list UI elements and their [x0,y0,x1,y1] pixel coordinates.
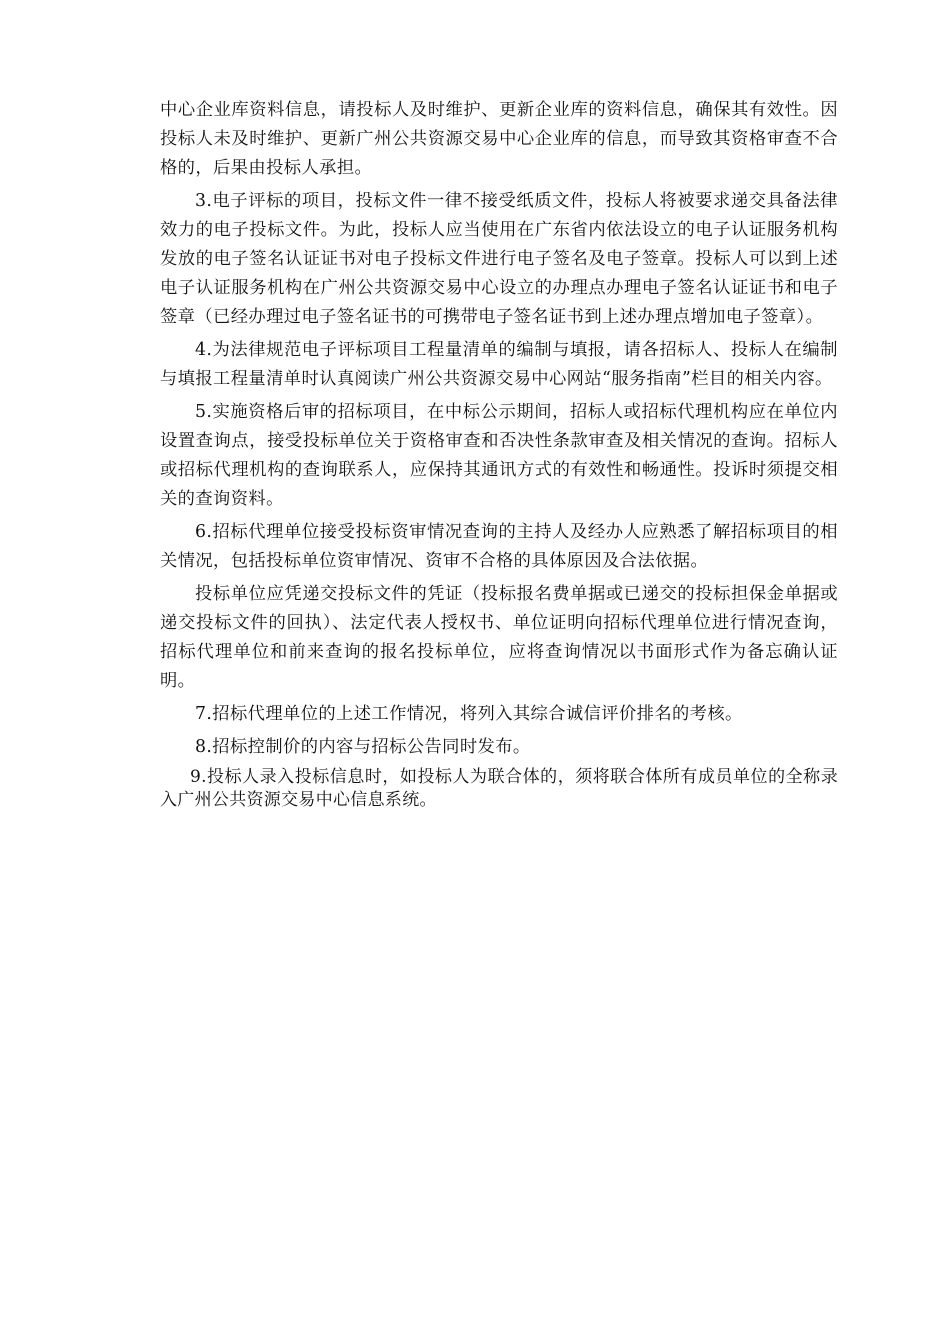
paragraph-item-9: 9.投标人录入投标信息时，如投标人为联合体的，须将联合体所有成员单位的全称录入广州公共资源交易中心信息系统。 [160,767,838,810]
paragraph-item-8: 8.招标控制价的内容与招标公告同时发布。 [195,737,531,757]
document-body [160,96,838,816]
paragraph-continuation: 中心企业库资料信息，请投标人及时维护、更新企业库的资料信息，确保其有效性。因投标人未及时维护、更新广州公共资源交易中心企业库的信息，而导致其资格审查不合格的，后果由投标人承担。 [160,100,838,178]
paragraph-item-5: 5.实施资格后审的招标项目，在中标公示期间，招标人或招标代理机构应在单位内设置查询点，接受投标单位关于资格审查和否决性条款审查及相关情况的查询。招标人或招标代理机构的查询联系人，应保持其通讯方式的有效性和畅通性。投诉时须提交相关的查询资料。 [160,402,838,509]
paragraph-item-7: 7.招标代理单位的上述工作情况，将列入其综合诚信评价排名的考核。 [195,704,743,724]
paragraph-item-6: 6.招标代理单位接受投标资审情况查询的主持人及经办人应熟悉了解招标项目的相关情况，包括投标单位资审情况、资审不合格的具体原因及合法依据。 [160,522,838,571]
paragraph-item-3: 3.电子评标的项目，投标文件一律不接受纸质文件，投标人将被要求递交具备法律效力的电子投标文件。为此，投标人应当使用在广东省内依法设立的电子认证服务机构发放的电子签名认证证书对电子投标文件进行电子签名及电子签章。投标人可以到上述电子认证服务机构在广州公共资源交易中心设立的办理点办理电子签名认证证书和电子签章（已经办理过电子签名证书的可携带电子签名证书到上述办理点增加电子签章）。 [160,191,838,327]
paragraph-item-6-continued: 投标单位应凭递交投标文件的凭证（投标报名费单据或已递交的投标担保金单据或递交投标文件的回执）、法定代表人授权书、单位证明向招标代理单位进行情况查询，招标代理单位和前来查询的报名投标单位，应将查询情况以书面形式作为备忘确认证明。 [160,584,838,691]
paragraph-item-4: 4.为法律规范电子评标项目工程量清单的编制与填报，请各招标人、投标人在编制与填报工程量清单时认真阅读广州公共资源交易中心网站“服务指南”栏目的相关内容。 [160,340,838,389]
